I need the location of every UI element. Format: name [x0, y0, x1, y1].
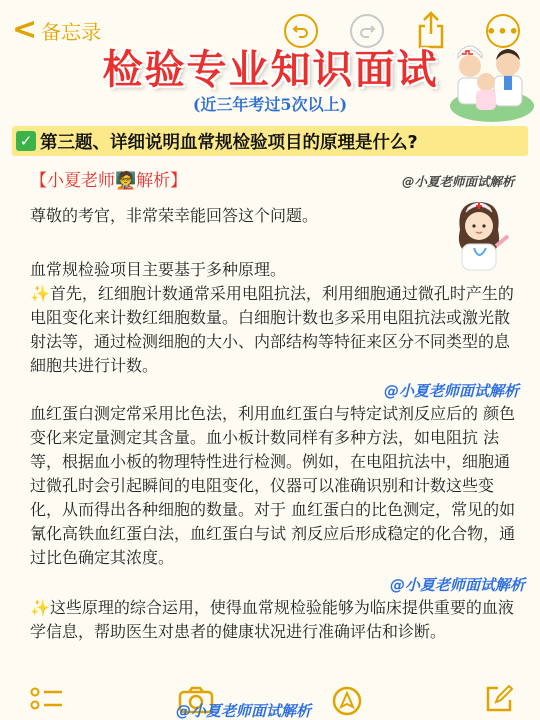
principle-lead: 血常规检验项目主要基于多种原理。 [30, 260, 287, 279]
conclusion-text: 这些原理的综合运用，使得血常规检验能够为临床提供重要的血液学信息，帮助医生对患者的健康状况进行准确评估和诊断。 [30, 598, 514, 641]
watermark: @小夏老师面试解析 [402, 174, 515, 189]
sparkle-icon: ✨ [30, 284, 50, 303]
compose-icon[interactable] [484, 684, 514, 714]
checkmark-icon: ✓ [16, 131, 36, 151]
back-label: 备忘录 [41, 19, 102, 44]
intro-paragraph: 尊敬的考官，非常荣幸能回答这个问题。 [30, 206, 319, 225]
watermark: @小夏老师面试解析 [176, 702, 312, 720]
doctors-illustration [448, 36, 536, 124]
sparkle-icon: ✨ [30, 598, 50, 617]
navigate-icon[interactable] [332, 686, 362, 716]
principle-detail [30, 282, 518, 378]
question-text: 第三题、详细说明血常规检验项目的原理是什么? [40, 132, 418, 153]
principle-paragraph-2: 血红蛋白测定常采用比色法，利用血红蛋白与特定试剂反应后的 颜色变化来定量测定其含量。血小板计数同样有多种方法，如电阻抗 法等，根据血小板的物理特性进行检测。例如，在电阻抗法中，细胞通过微孔时会引起瞬间的电阻变化，仪器可以准确识别和计数这些变化，从而得出各种细胞的数量。对于 血红蛋白的比色测定，常见的如氰化高铁血红蛋白法，血红蛋白与试 剂反应后形成稳定的化合物，通过比色确定其浓度。 [30, 404, 516, 567]
question-banner [12, 126, 528, 156]
page-subtitle: (近三年考过5次以上) [192, 95, 348, 114]
chevron-left-icon: < [12, 12, 38, 47]
conclusion-paragraph [30, 596, 518, 644]
watermark: @小夏老师面试解析 [384, 382, 520, 400]
page-title: 检验专业知识面试 [102, 47, 439, 93]
watermark: @小夏老师面试解析 [390, 576, 526, 594]
analysis-tag: 【小夏老师🧑‍🏫解析】 [30, 171, 188, 191]
checklist-icon[interactable] [30, 686, 64, 712]
principle-paragraph-1 [30, 258, 518, 378]
more-icon[interactable]: ••• [486, 14, 520, 48]
principle-detail-text: 首先，红细胞计数通常采用电阻抗法，利用细胞通过微孔时产生的电阻变化来计数红细胞数量。白细胞计数也多采用电阻抗法或激光散射法等，通过检测细胞的大小、内部结构等特征来区分不同类型的息細胞共进行计数。 [30, 284, 514, 375]
